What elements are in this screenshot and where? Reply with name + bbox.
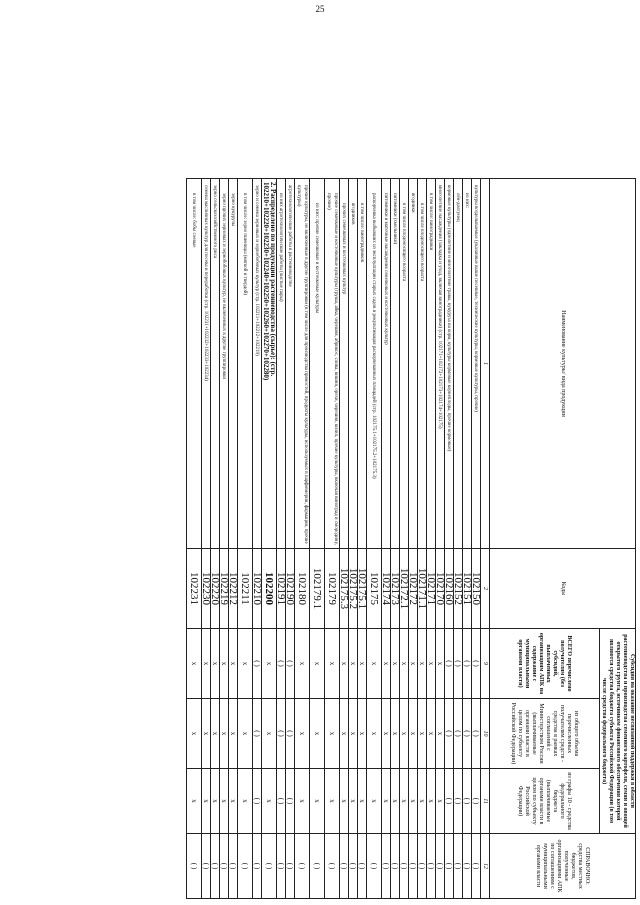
row-value: ( ) [220,834,229,899]
row-value: ( ) [436,834,445,899]
row-value: ( ) [187,834,202,899]
row-value: х [238,769,253,834]
row-value: ( ) [262,834,277,899]
row-value: х [391,769,400,834]
table-row [400,179,409,899]
row-value: х [202,769,211,834]
table-row [454,179,463,899]
table-row [445,179,454,899]
row-value: ( ) [391,834,400,899]
row-value: х [409,769,418,834]
row-value: х [220,629,229,699]
row-name: из них: прочие семечковые и косточковые культуры [310,179,325,549]
row-value: х [211,769,220,834]
row-value: х [367,699,382,769]
row-value: х [262,769,277,834]
row-value: х [238,699,253,769]
table-row [340,179,349,899]
row-value: х [427,769,436,834]
row-value: х [211,699,220,769]
row-value: ( ) [277,769,286,834]
row-name: семена масличных культур для посева и переработки (стр. 102231+102232+102233+102234) [202,179,211,549]
row-code: 102172 [409,549,418,629]
row-value: х [295,629,310,699]
row-value: ( ) [253,629,262,699]
row-value: х [358,769,367,834]
row-value: ( ) [409,834,418,899]
row-code: 102175.2 [349,549,358,629]
row-value: х [436,769,445,834]
page-number: 25 [315,4,325,14]
row-value: х [229,699,238,769]
row-value: ( ) [454,834,463,899]
header-reference: СПРАВОЧНО: средства местных бюджетов, полученные организациями АПК по соглашениям с муниципальными органами власти [490,834,636,899]
row-value: ( ) [463,769,472,834]
row-value: х [340,699,349,769]
table-row [472,179,481,899]
row-value: ( ) [400,834,409,899]
row-value: х [325,629,340,699]
table-row [382,179,391,899]
row-code: 102179.1 [310,549,325,629]
row-value: ( ) [286,834,295,899]
table-row [253,179,262,899]
row-code: 102175.3 [340,549,349,629]
header-total: ВСЕГО перечислено получателям (без субсидий, выплаченных организациям АПК на содержание с муниципальными органами власти) [490,629,600,699]
row-value: х [382,699,391,769]
row-name: прочие семечковые и косточковые культуры (груша, айва, черешня, абрикос, слива, вишня, орехи, черешня, кизил, прочие культуры, включая виноград и смородину, прочие) [325,179,340,549]
row-value: х [187,629,202,699]
row-value: ( ) [445,629,454,699]
row-value: ( ) [463,699,472,769]
row-value: х [229,629,238,699]
row-value: ( ) [445,769,454,834]
row-name: прочих семечковых и косточковых культур [340,179,349,549]
row-value: ( ) [427,834,436,899]
row-code: 102200 [262,549,277,629]
row-value: х [310,769,325,834]
row-value: ( ) [463,834,472,899]
row-value: х [211,629,220,699]
row-value: х [340,769,349,834]
row-code: 102231 [187,549,202,629]
index-cell: 2 [481,549,490,629]
row-value: х [400,699,409,769]
row-value: х [382,629,391,699]
table-row [325,179,340,899]
row-value: х [187,769,202,834]
row-value: ( ) [277,699,286,769]
row-code: 102150 [472,549,481,629]
table-row [187,179,202,899]
row-value: х [262,699,277,769]
header-federal: из графы 10 - средства федерального бюджета (выплачиваемые органами власти в целом по субъекту Российской Федерации) [490,769,600,834]
rotated-table-page [181,178,636,898]
row-name: культуры возделываемые (указанные выше посевные, технические культуры, кормовые культуры, прочие) [472,179,481,549]
row-value: х [202,629,211,699]
table-row [367,179,382,899]
row-name: из них агротехнологические работы (чистые пары) [277,179,286,549]
table-row [436,179,445,899]
row-value: х [409,699,418,769]
row-name: питомники и маточные насаждения семечковых и косточковых культур [382,179,391,549]
table-row [418,179,427,899]
row-value: ( ) [253,834,262,899]
row-value: х [427,699,436,769]
table-row [427,179,436,899]
row-value: ( ) [454,769,463,834]
row-value: х [349,769,358,834]
row-code: 102160 [445,549,454,629]
row-code: 102210 [253,549,262,629]
row-value: ( ) [454,699,463,769]
report-table [186,178,636,899]
row-value: ( ) [211,834,220,899]
row-name: 2. Распределено по продукции растениеводства (сырье): (стр. 102210+102220+102230+102240+102250+102260+102270+102280) [262,179,277,549]
row-value: х [382,769,391,834]
row-value: х [202,699,211,769]
row-name: ягодников [349,179,358,549]
row-value: х [400,629,409,699]
row-value: х [220,769,229,834]
row-value: ( ) [310,834,325,899]
row-code: 102220 [211,549,220,629]
row-code: 102174 [382,549,391,629]
row-code: 102219 [220,549,229,629]
row-value: ( ) [286,699,295,769]
row-code: 102151 [463,549,472,629]
table-row [391,179,400,899]
row-value: ( ) [367,834,382,899]
row-name: прочие культуры, не включенные в другие группировки (в том числе для производства пряностей, продукты культуры, используемых в парфюмерии, фармации, прочие культуры) [295,179,310,549]
row-value: х [427,629,436,699]
row-code: 102171.1 [418,549,427,629]
row-value: х [349,629,358,699]
row-name: зерно прочих зерновых и зернобобовых культур, не включенных в другие группировки [220,179,229,549]
row-value: ( ) [472,834,481,899]
header-code: Коды [490,549,636,629]
row-value: ( ) [253,699,262,769]
row-name: в том числе: бобы соевые [187,179,202,549]
row-code: 102180 [295,549,310,629]
row-value: ( ) [238,834,253,899]
row-code: 102191 [277,549,286,629]
row-name: питомники (хмельники) [391,179,400,549]
row-name: зерно и семена зерновых и зернобобовых культур (стр. 102211+102212+102219) [253,179,262,549]
table-row [238,179,253,899]
row-name: в том числе: виноградники [427,179,436,549]
table-row [310,179,325,899]
row-value: ( ) [349,834,358,899]
row-value: ( ) [286,629,295,699]
table-row [262,179,277,899]
row-value: х [418,629,427,699]
row-code: 102170 [436,549,445,629]
row-value: ( ) [445,699,454,769]
index-cell: 1 [481,179,490,549]
row-code: 102212 [229,549,238,629]
table-row [349,179,358,899]
row-name: лён-долгунец [454,179,463,549]
row-value: х [391,629,400,699]
row-value: ( ) [202,834,211,899]
index-cell: 12 [481,834,490,899]
row-value: ( ) [454,629,463,699]
row-value: ( ) [295,834,310,899]
row-value: х [229,769,238,834]
row-value: х [187,699,202,769]
row-name: в том числе: виноградников [358,179,367,549]
table-row [220,179,229,899]
table-row [277,179,286,899]
row-value: ( ) [472,629,481,699]
row-code: 102175.1 [358,549,367,629]
row-value: х [436,699,445,769]
row-value: ( ) [445,834,454,899]
row-value: х [340,629,349,699]
row-value: ( ) [277,834,286,899]
header-from-total: из общего объема перечисленных получателям средств - средства в рамках соглашений с Министерством России (выплачиваемые органами власти в целом по субъекту Российской Федерации) [490,699,600,769]
index-cell: 11 [481,769,490,834]
row-code: 102190 [286,549,295,629]
table-row [202,179,211,899]
index-cell: 9 [481,629,490,699]
row-value: ( ) [382,834,391,899]
table-row [358,179,367,899]
row-value: х [436,629,445,699]
row-code: 102152 [454,549,463,629]
row-value: х [400,769,409,834]
row-value: х [409,629,418,699]
row-value: ( ) [472,769,481,834]
row-value: х [310,629,325,699]
row-name: в том числе плодоносящего возраста [400,179,409,549]
row-value: х [295,769,310,834]
row-value: ( ) [286,769,295,834]
row-code: 102230 [202,549,211,629]
table-row [211,179,220,899]
row-value: х [349,699,358,769]
row-value: ( ) [340,834,349,899]
table-body [187,179,481,899]
table-row [409,179,418,899]
row-name: зерно кукурузы [229,179,238,549]
row-code: 102211 [238,549,253,629]
row-value: ( ) [277,629,286,699]
row-name: ягодники [409,179,418,549]
row-value: х [220,699,229,769]
row-value: ( ) [358,834,367,899]
table-row [463,179,472,899]
row-name: раскорчевка выбывших из эксплуатации старых садов и рекультивация раскорчеванных площадей (стр. 102175.1+102175.2+102175.3) [367,179,382,549]
row-value: ( ) [463,629,472,699]
row-value: х [367,769,382,834]
row-code: 102175 [367,549,382,629]
row-name: агротехнологические работы в растениеводстве [286,179,295,549]
row-value: х [325,699,340,769]
row-value: х [418,769,427,834]
row-value: ( ) [325,834,340,899]
row-value: х [262,629,277,699]
row-value: х [238,629,253,699]
row-value: х [358,629,367,699]
row-code: 102173 [391,549,400,629]
table-row [229,179,238,899]
row-name: в том числе плодоносящего возраста [418,179,427,549]
row-name: из них: [463,179,472,549]
row-name: в том числе: зерно пшеницы (мягкой и твердой) [238,179,253,549]
row-value: х [358,699,367,769]
header-group: Субсидия на оказание несвязанной поддержки в области растениеводства и производства семенного картофеля, семян и овощей открытого грунта, источником финансового обеспечения которой являются средства бюджета субъекта Российской Федерации (в том числе средства федерального бюджета) [600,629,636,834]
row-code: 102171 [427,549,436,629]
row-value: х [295,699,310,769]
row-value: х [367,629,382,699]
row-value: ( ) [253,769,262,834]
row-value: х [310,699,325,769]
row-value: ( ) [229,834,238,899]
row-value: х [325,769,340,834]
table-row [295,179,310,899]
row-value: х [418,699,427,769]
row-name: кормовые культуры (однолетние и многолетние травы, кукуруза на корм, культуры кормовые корнеплоды, прочие кормовые) [445,179,454,549]
row-name: зерно сельскохозяйственного риса [211,179,220,549]
row-value: ( ) [418,834,427,899]
row-code: 102179 [325,549,340,629]
table-row [286,179,295,899]
row-code: 102172.1 [400,549,409,629]
row-value: ( ) [472,699,481,769]
header-name: Наименование культуры/ вида продукции [490,179,636,549]
row-value: х [391,699,400,769]
index-cell: 10 [481,699,490,769]
row-name: многолетние насаждения (закладка и уход, включая виноградники) (стр. 102171+102172+102173+102174+102175) [436,179,445,549]
